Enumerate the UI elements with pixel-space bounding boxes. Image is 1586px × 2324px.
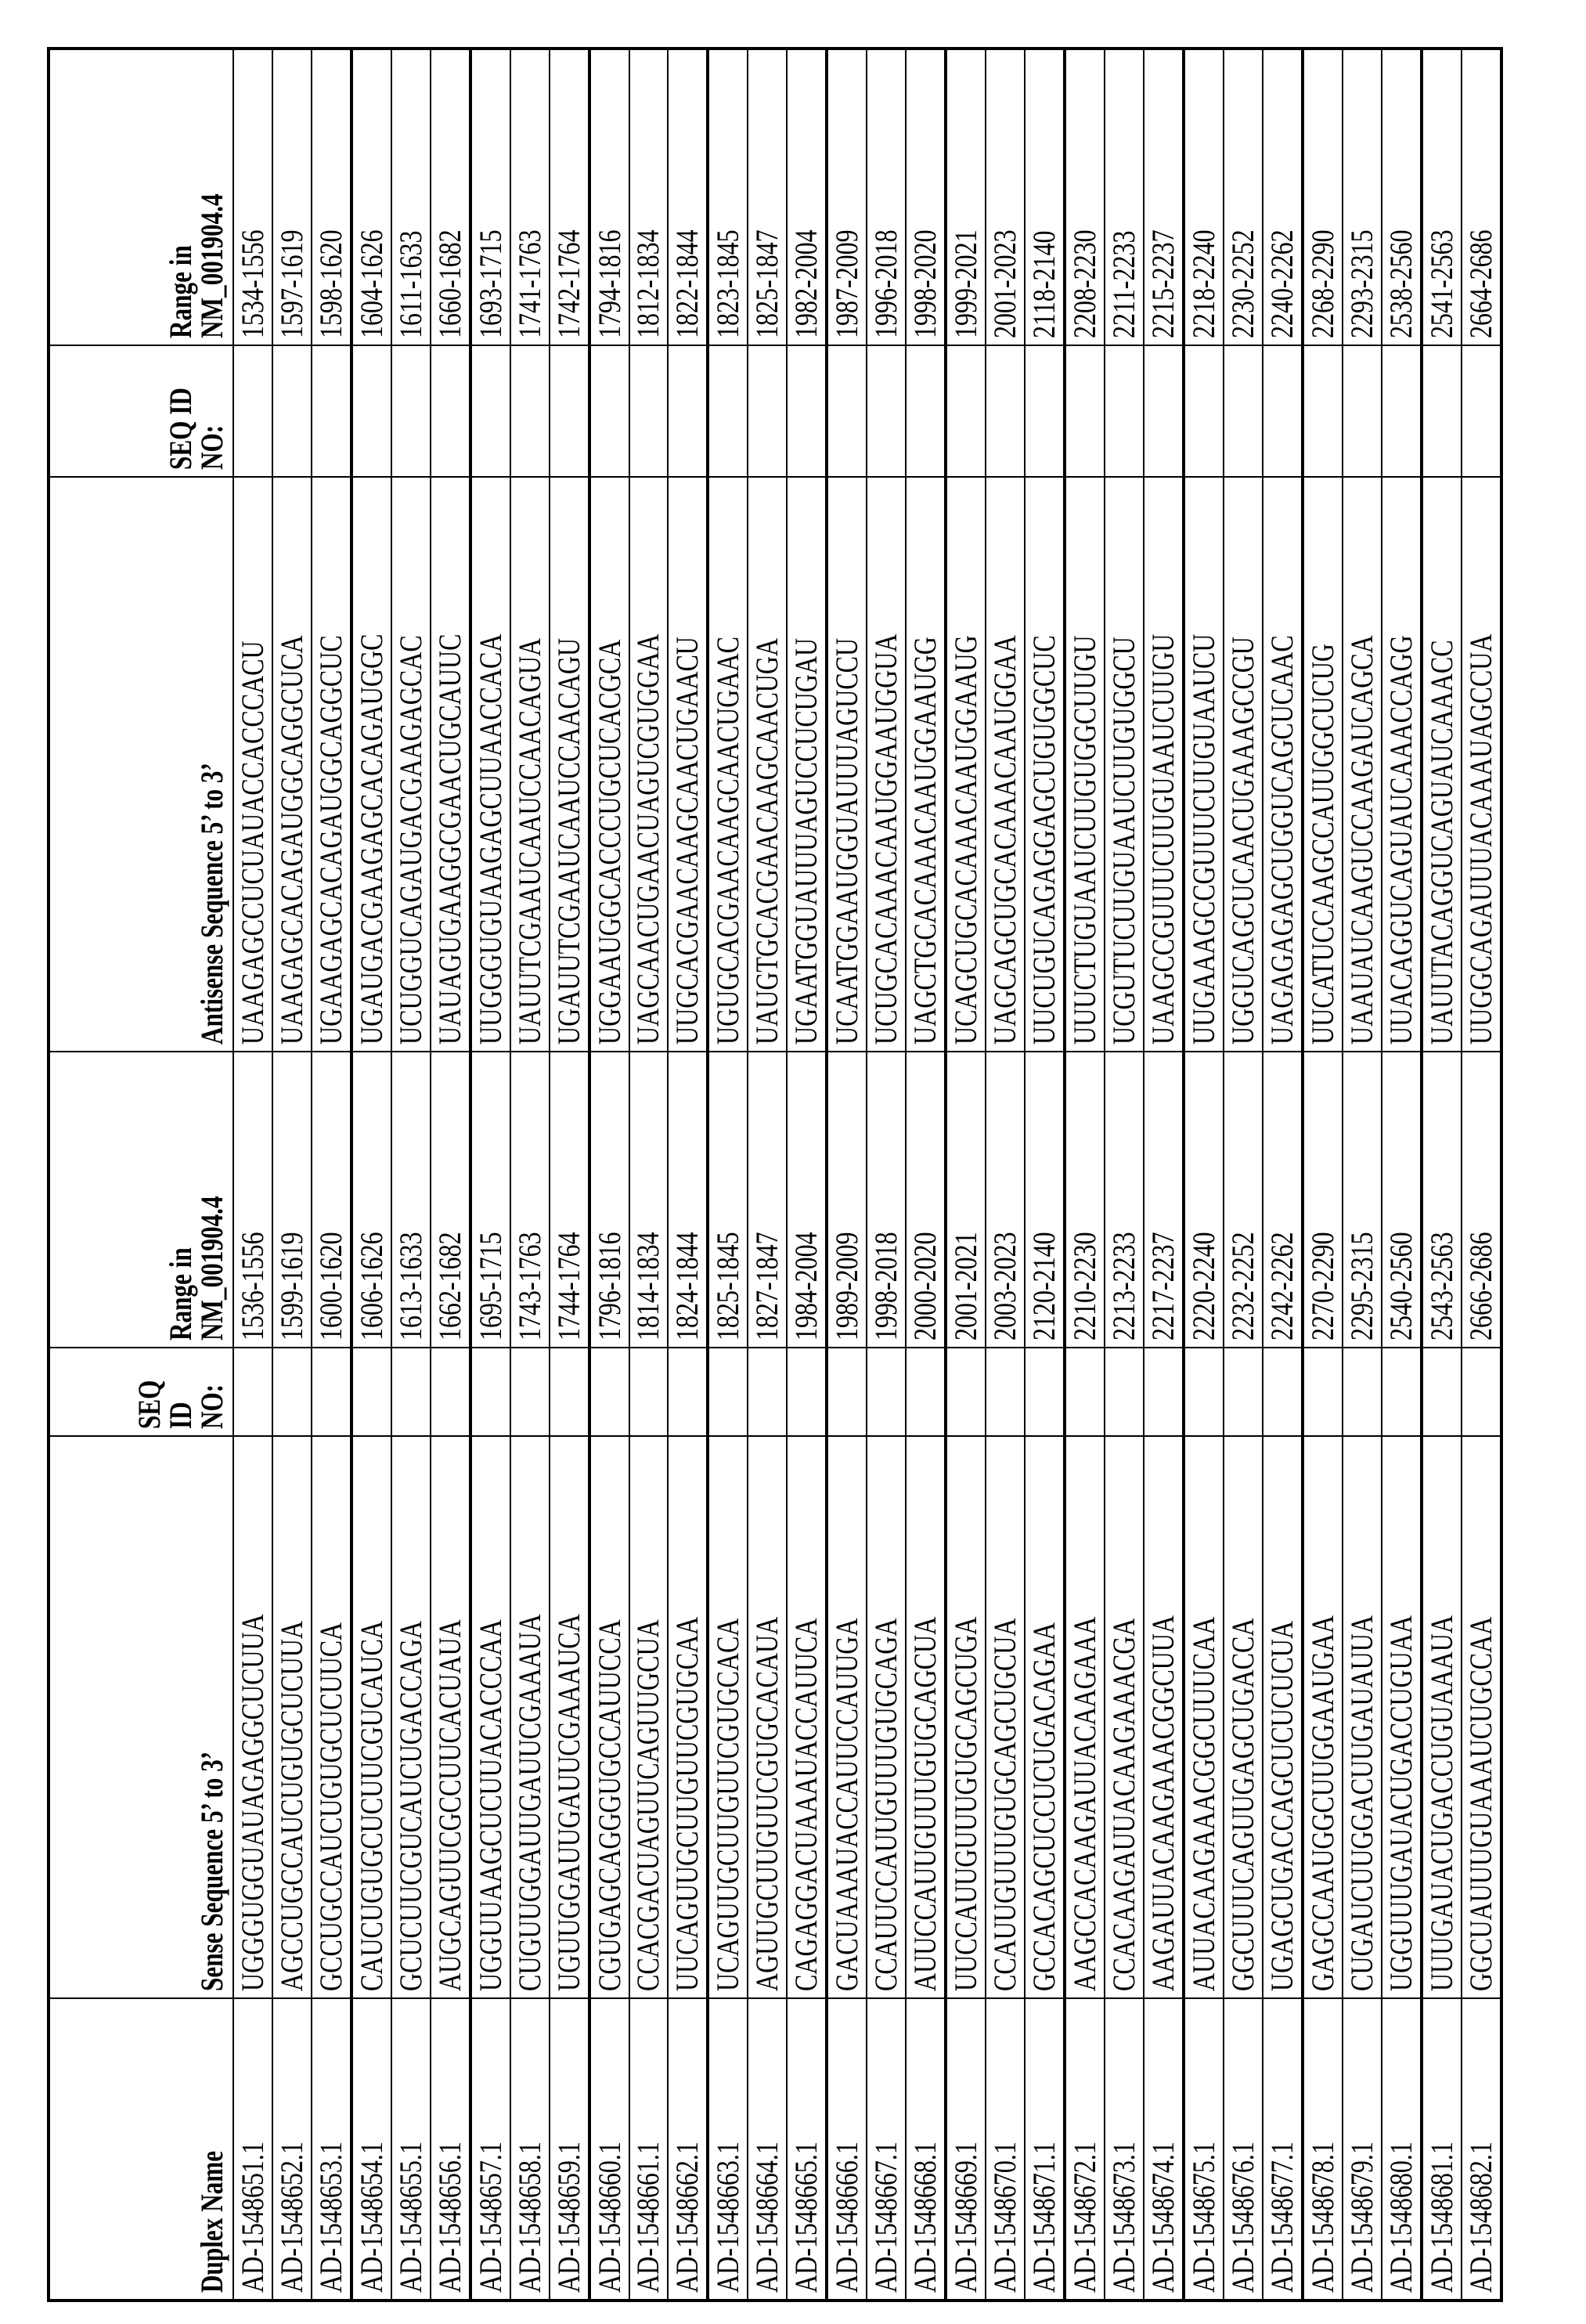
table-row: [351, 49, 391, 2301]
antisense-seq-id-cell: [629, 345, 669, 477]
antisense-range-cell: 1604-1626: [351, 49, 391, 345]
table-row: [668, 49, 708, 2301]
sense-sequence-cell: AUUACAAGAAACGGCUUUCAA: [1184, 1436, 1224, 1998]
antisense-range-cell: 2293-2315: [1343, 49, 1382, 345]
antisense-sequence-cell: UUGGCAGAUUUACAAAUAGCCUA: [1462, 477, 1501, 1052]
sense-range-cell: 2220-2240: [1184, 1052, 1224, 1348]
antisense-range-cell: 2118-2140: [1025, 49, 1065, 345]
sense-range-cell: 1536-1556: [233, 1052, 272, 1348]
duplex-name-cell: AD-1548680.1: [1382, 1998, 1422, 2301]
sense-sequence-cell: AGUUGCUUGUUCGUGCACAUA: [748, 1436, 787, 1998]
header-antisense-seq-id: SEQ ID NO:: [49, 345, 233, 477]
sense-sequence-cell: CGUGAGCAGGGUGCCAUUCCA: [589, 1436, 629, 1998]
antisense-seq-id-cell: [1025, 345, 1065, 477]
sense-sequence-cell: GAGCCAAUGGCUUGGAAUGAA: [1303, 1436, 1343, 1998]
antisense-range-cell: 2218-2240: [1184, 49, 1224, 345]
sense-seq-id-cell: [510, 1348, 550, 1436]
antisense-range-cell: 2538-2560: [1382, 49, 1422, 345]
antisense-sequence-cell: UUUCTUGUAAUCUUGUGGCUUGU: [1065, 477, 1105, 1052]
sense-range-cell: 2543-2563: [1422, 1052, 1462, 1348]
duplex-name-cell: AD-1548653.1: [312, 1998, 351, 2301]
antisense-range-cell: 2541-2563: [1422, 49, 1462, 345]
antisense-seq-id-cell: [351, 345, 391, 477]
sense-range-cell: 1825-1845: [708, 1052, 748, 1348]
sense-sequence-cell: UUCCAUUGUUUGUGCAGCUGA: [946, 1436, 986, 1998]
header-sense-seq-id: SEQ ID NO:: [49, 1348, 233, 1436]
sense-seq-id-cell: [986, 1348, 1025, 1436]
antisense-seq-id-cell: [391, 345, 431, 477]
antisense-range-cell: 1998-2020: [906, 49, 946, 345]
sense-range-cell: 1796-1816: [589, 1052, 629, 1348]
table-row: [629, 49, 669, 2301]
table-row: [1025, 49, 1065, 2301]
antisense-range-cell: 2240-2262: [1263, 49, 1303, 345]
table-row: [1065, 49, 1105, 2301]
antisense-range-cell: 2268-2290: [1303, 49, 1343, 345]
antisense-seq-id-cell: [708, 345, 748, 477]
sense-range-cell: 1827-1847: [748, 1052, 787, 1348]
table-row: [1184, 49, 1224, 2301]
sense-seq-id-cell: [312, 1348, 351, 1436]
antisense-seq-id-cell: [1263, 345, 1303, 477]
antisense-range-cell: 2208-2230: [1065, 49, 1105, 345]
antisense-sequence-cell: UAAGAGCCUCUAUACCACCCACU: [233, 477, 272, 1052]
sense-range-cell: 2000-2020: [906, 1052, 946, 1348]
sense-range-cell: 2120-2140: [1025, 1052, 1065, 1348]
antisense-seq-id-cell: [550, 345, 589, 477]
antisense-range-cell: 1823-1845: [708, 49, 748, 345]
duplex-name-cell: AD-1548667.1: [867, 1998, 906, 2301]
sense-range-cell: 2540-2560: [1382, 1052, 1422, 1348]
duplex-name-cell: AD-1548669.1: [946, 1998, 986, 2301]
sense-range-cell: 1606-1626: [351, 1052, 391, 1348]
antisense-seq-id-cell: [906, 345, 946, 477]
sense-sequence-cell: UGGUUAAGCUCUUACACCCAA: [470, 1436, 510, 1998]
table-row: [470, 49, 510, 2301]
sense-seq-id-cell: [1422, 1348, 1462, 1436]
sense-seq-id-cell: [946, 1348, 986, 1436]
sense-sequence-cell: UGUUGGAUUGAUUCGAAAUCA: [550, 1436, 589, 1998]
antisense-sequence-cell: UAAUAUCAAGUCCAAGAUCAGCA: [1343, 477, 1382, 1052]
sense-seq-id-cell: [906, 1348, 946, 1436]
sense-range-cell: 2217-2237: [1144, 1052, 1184, 1348]
antisense-sequence-cell: UAUGTGCACGAACAAGCAACUGA: [748, 477, 787, 1052]
antisense-seq-id-cell: [589, 345, 629, 477]
sense-sequence-cell: GCUCUUCGUCAUCUGACCAGA: [391, 1436, 431, 1998]
sense-seq-id-cell: [708, 1348, 748, 1436]
duplex-name-cell: AD-1548671.1: [1025, 1998, 1065, 2301]
sense-range-cell: 2666-2686: [1462, 1052, 1501, 1348]
antisense-seq-id-cell: [1144, 345, 1184, 477]
antisense-seq-id-cell: [1224, 345, 1263, 477]
sense-sequence-cell: CAGAGGACUAAAUACCAUUCA: [787, 1436, 827, 1998]
sense-seq-id-cell: [1184, 1348, 1224, 1436]
header-antisense-range: Range in NM_001904.4: [49, 49, 233, 345]
sense-sequence-cell: CCAUUGUUUGUGCAGCUGCUA: [986, 1436, 1025, 1998]
antisense-range-cell: 2211-2233: [1105, 49, 1144, 345]
antisense-range-cell: 2215-2237: [1144, 49, 1184, 345]
sense-sequence-cell: UGAGCUGACCAGCUCUCUCUA: [1263, 1436, 1303, 1998]
sense-seq-id-cell: [1065, 1348, 1105, 1436]
sense-seq-id-cell: [1144, 1348, 1184, 1436]
sense-seq-id-cell: [827, 1348, 867, 1436]
sense-range-cell: 1998-2018: [867, 1052, 906, 1348]
sense-seq-id-cell: [351, 1348, 391, 1436]
antisense-sequence-cell: UAUUTACAGGUCAGUAUCAAACC: [1422, 477, 1462, 1052]
sense-seq-id-cell: [391, 1348, 431, 1436]
table-row: [1263, 49, 1303, 2301]
antisense-seq-id-cell: [1462, 345, 1501, 477]
antisense-range-cell: 1822-1844: [668, 49, 708, 345]
sense-sequence-cell: CCACAAGAUUACAAGAAACGA: [1105, 1436, 1144, 1998]
table-row: [787, 49, 827, 2301]
table-row: [906, 49, 946, 2301]
sense-seq-id-cell: [431, 1348, 470, 1436]
table-row: [312, 49, 351, 2301]
duplex-name-cell: AD-1548663.1: [708, 1998, 748, 2301]
table-row: [1343, 49, 1382, 2301]
sense-sequence-cell: AGCCUGCCAUCUGUGCUCUUA: [272, 1436, 312, 1998]
antisense-sequence-cell: UAGAGAGAGCUGGUCAGCUCAAC: [1263, 477, 1303, 1052]
antisense-seq-id-cell: [1422, 345, 1462, 477]
antisense-sequence-cell: UAUAGUGAAGGCGAACUGCAUUC: [431, 477, 470, 1052]
sense-seq-id-cell: [589, 1348, 629, 1436]
sense-range-cell: 2003-2023: [986, 1052, 1025, 1348]
antisense-sequence-cell: UGAAGAGCACAGAUGGCAGGCUC: [312, 477, 351, 1052]
table-row: [827, 49, 867, 2301]
sense-seq-id-cell: [867, 1348, 906, 1436]
antisense-seq-id-cell: [1343, 345, 1382, 477]
duplex-name-cell: AD-1548679.1: [1343, 1998, 1382, 2301]
table-row: [946, 49, 986, 2301]
antisense-range-cell: 1794-1816: [589, 49, 629, 345]
duplex-name-cell: AD-1548670.1: [986, 1998, 1025, 2301]
table-row: [1462, 49, 1501, 2301]
sense-seq-id-cell: [1224, 1348, 1263, 1436]
antisense-range-cell: 1982-2004: [787, 49, 827, 345]
antisense-range-cell: 1534-1556: [233, 49, 272, 345]
sense-range-cell: 1662-1682: [431, 1052, 470, 1348]
table-row: [272, 49, 312, 2301]
antisense-seq-id-cell: [748, 345, 787, 477]
table-row: [867, 49, 906, 2301]
sense-sequence-cell: AAGCCACAAGAUUACAAGAAA: [1065, 1436, 1105, 1998]
duplex-name-cell: AD-1548655.1: [391, 1998, 431, 2301]
antisense-seq-id-cell: [1184, 345, 1224, 477]
antisense-sequence-cell: UGAUUTCGAAUCAAUCCAACAGU: [550, 477, 589, 1052]
antisense-sequence-cell: UCUGGUCAGAUGACGAAGAGCAC: [391, 477, 431, 1052]
sense-sequence-cell: CAUCUGUGCUCUUCGUCAUCA: [351, 1436, 391, 1998]
sense-sequence-cell: GCCUGCCAUCUGUGCUCUUCA: [312, 1436, 351, 1998]
antisense-seq-id-cell: [1105, 345, 1144, 477]
sense-sequence-cell: GGCUUUCAGUUGAGCUGACCA: [1224, 1436, 1263, 1998]
sense-range-cell: 1600-1620: [312, 1052, 351, 1348]
table-row: [1224, 49, 1263, 2301]
antisense-seq-id-cell: [946, 345, 986, 477]
table-row: [1303, 49, 1343, 2301]
antisense-sequence-cell: UAGCAGCUGCACAAACAAUGGAA: [986, 477, 1025, 1052]
antisense-sequence-cell: UCUGCACAAACAAUGGAAUGGUA: [867, 477, 906, 1052]
antisense-range-cell: 1987-2009: [827, 49, 867, 345]
antisense-sequence-cell: UCAATGGAAUGGUAUUUAGUCCU: [827, 477, 867, 1052]
sense-seq-id-cell: [233, 1348, 272, 1436]
table-row: [1144, 49, 1184, 2301]
antisense-seq-id-cell: [1065, 345, 1105, 477]
duplex-name-cell: AD-1548668.1: [906, 1998, 946, 2301]
sense-sequence-cell: UGGGUGGUAUAGAGGCUCUUA: [233, 1436, 272, 1998]
sense-sequence-cell: UGGUUUGAUACUGACCUGUAA: [1382, 1436, 1422, 1998]
sense-range-cell: 1824-1844: [668, 1052, 708, 1348]
antisense-seq-id-cell: [312, 345, 351, 477]
antisense-sequence-cell: UUGCACGAACAAGCAACUGAACU: [668, 477, 708, 1052]
sense-seq-id-cell: [668, 1348, 708, 1436]
duplex-name-cell: AD-1548661.1: [629, 1998, 669, 2301]
table-row: [748, 49, 787, 2301]
table-row: [431, 49, 470, 2301]
header-antisense-sequence: Antisense Sequence 5’ to 3’: [49, 477, 233, 1052]
antisense-seq-id-cell: [272, 345, 312, 477]
duplex-name-cell: AD-1548654.1: [351, 1998, 391, 2301]
sense-sequence-cell: AUUCCAUUGUUUGUGCAGCUA: [906, 1436, 946, 1998]
antisense-seq-id-cell: [1303, 345, 1343, 477]
antisense-range-cell: 1812-1834: [629, 49, 669, 345]
antisense-sequence-cell: UGGUCAGCUCAACUGAAAGCCGU: [1224, 477, 1263, 1052]
antisense-sequence-cell: UGGAAUGGCACCCUGCUCACGCA: [589, 477, 629, 1052]
duplex-name-cell: AD-1548681.1: [1422, 1998, 1462, 2301]
antisense-sequence-cell: UUCUGUCAGAGGAGCUGUGGCUC: [1025, 477, 1065, 1052]
duplex-name-cell: AD-1548660.1: [589, 1998, 629, 2301]
sense-seq-id-cell: [1303, 1348, 1343, 1436]
duplex-name-cell: AD-1548662.1: [668, 1998, 708, 2301]
sense-range-cell: 2270-2290: [1303, 1052, 1343, 1348]
sense-seq-id-cell: [787, 1348, 827, 1436]
duplex-name-cell: AD-1548676.1: [1224, 1998, 1263, 2301]
antisense-range-cell: 1598-1620: [312, 49, 351, 345]
antisense-sequence-cell: UAGCAACUGAACUAGUCGUGGAA: [629, 477, 669, 1052]
duplex-name-cell: AD-1548658.1: [510, 1998, 550, 2301]
table-row: [1382, 49, 1422, 2301]
duplex-name-cell: AD-1548656.1: [431, 1998, 470, 2301]
antisense-range-cell: 2230-2252: [1224, 49, 1263, 345]
antisense-sequence-cell: UGAUGACGAAGAGCACAGAUGGC: [351, 477, 391, 1052]
sense-sequence-cell: GGCUAUUUGUAAAUCUGCCAA: [1462, 1436, 1501, 1998]
duplex-name-cell: AD-1548673.1: [1105, 1998, 1144, 2301]
antisense-sequence-cell: UAAGAGCACAGAUGGCAGGCUCA: [272, 477, 312, 1052]
sirna-duplex-table: [47, 47, 1503, 2302]
rotated-table-page: [47, 47, 1503, 2302]
duplex-name-cell: AD-1548659.1: [550, 1998, 589, 2301]
sense-range-cell: 2232-2252: [1224, 1052, 1263, 1348]
table-row: [1105, 49, 1144, 2301]
antisense-seq-id-cell: [233, 345, 272, 477]
sense-range-cell: 1984-2004: [787, 1052, 827, 1348]
table-row: [233, 49, 272, 2301]
antisense-range-cell: 2001-2023: [986, 49, 1025, 345]
table-row: [986, 49, 1025, 2301]
sense-sequence-cell: AUGCAGUUCGCCUUCACUAUA: [431, 1436, 470, 1998]
sense-sequence-cell: CUGAUCUUGGACUUGAUAUUA: [1343, 1436, 1382, 1998]
sense-seq-id-cell: [1105, 1348, 1144, 1436]
duplex-name-cell: AD-1548677.1: [1263, 1998, 1303, 2301]
duplex-name-cell: AD-1548678.1: [1303, 1998, 1343, 2301]
antisense-range-cell: 1693-1715: [470, 49, 510, 345]
table-row: [589, 49, 629, 2301]
table-row: [391, 49, 431, 2301]
sense-sequence-cell: UUUGAUACUGACCUGUAAAUA: [1422, 1436, 1462, 1998]
header-sense-sequence: Sense Sequence 5’ to 3’: [49, 1436, 233, 1998]
antisense-sequence-cell: UCAGCUGCACAAACAAUGGAAUG: [946, 477, 986, 1052]
sense-sequence-cell: GACUAAAUACCAUUCCAUUGA: [827, 1436, 867, 1998]
sense-sequence-cell: CCACGACUAGUUCAGUUGCUA: [629, 1436, 669, 1998]
header-sense-range: Range in NM_001904.4: [49, 1052, 233, 1348]
duplex-name-cell: AD-1548652.1: [272, 1998, 312, 2301]
duplex-name-cell: AD-1548665.1: [787, 1998, 827, 2301]
header-duplex-name: Duplex Name: [49, 1998, 233, 2301]
sense-seq-id-cell: [748, 1348, 787, 1436]
sense-range-cell: 1599-1619: [272, 1052, 312, 1348]
table-row: [510, 49, 550, 2301]
antisense-seq-id-cell: [1382, 345, 1422, 477]
table-row: [550, 49, 589, 2301]
duplex-name-cell: AD-1548682.1: [1462, 1998, 1501, 2301]
duplex-name-cell: AD-1548675.1: [1184, 1998, 1224, 2301]
sense-range-cell: 1814-1834: [629, 1052, 669, 1348]
antisense-sequence-cell: UAAGCCGUUUCUUGUAAUCUUGU: [1144, 477, 1184, 1052]
table-body: [233, 49, 1501, 2301]
duplex-name-cell: AD-1548672.1: [1065, 1998, 1105, 2301]
sense-seq-id-cell: [272, 1348, 312, 1436]
duplex-name-cell: AD-1548666.1: [827, 1998, 867, 2301]
antisense-range-cell: 2664-2686: [1462, 49, 1501, 345]
antisense-range-cell: 1742-1764: [550, 49, 589, 345]
antisense-range-cell: 1597-1619: [272, 49, 312, 345]
antisense-seq-id-cell: [470, 345, 510, 477]
table-row: [1422, 49, 1462, 2301]
antisense-seq-id-cell: [431, 345, 470, 477]
antisense-sequence-cell: UCGUTUCUUGUAAUCUUGUGGCU: [1105, 477, 1144, 1052]
antisense-seq-id-cell: [510, 345, 550, 477]
antisense-range-cell: 1660-1682: [431, 49, 470, 345]
sense-sequence-cell: GCCACAGCUCCUCUGACAGAA: [1025, 1436, 1065, 1998]
sense-seq-id-cell: [629, 1348, 669, 1436]
antisense-seq-id-cell: [827, 345, 867, 477]
antisense-sequence-cell: UGUGCACGAACAAGCAACUGAAC: [708, 477, 748, 1052]
sense-range-cell: 1695-1715: [470, 1052, 510, 1348]
antisense-sequence-cell: UUACAGGUCAGUAUCAAACCAGG: [1382, 477, 1422, 1052]
sense-sequence-cell: AAGAUUACAAGAAACGGCUUA: [1144, 1436, 1184, 1998]
duplex-name-cell: AD-1548674.1: [1144, 1998, 1184, 2301]
antisense-seq-id-cell: [867, 345, 906, 477]
sense-range-cell: 1744-1764: [550, 1052, 589, 1348]
antisense-seq-id-cell: [787, 345, 827, 477]
antisense-range-cell: 1996-2018: [867, 49, 906, 345]
sense-sequence-cell: UCAGUUGCUUGUUCGUGCACA: [708, 1436, 748, 1998]
antisense-sequence-cell: UUGAAAGCCGUUUCUUGUAAUCU: [1184, 477, 1224, 1052]
sense-seq-id-cell: [470, 1348, 510, 1436]
antisense-sequence-cell: UGAATGGUAUUUAGUCCUCUGAU: [787, 477, 827, 1052]
antisense-range-cell: 1825-1847: [748, 49, 787, 345]
table-row: [708, 49, 748, 2301]
sense-sequence-cell: CCAUUCCAUUGUUUGUGCAGA: [867, 1436, 906, 1998]
sense-range-cell: 1613-1633: [391, 1052, 431, 1348]
sense-seq-id-cell: [550, 1348, 589, 1436]
antisense-sequence-cell: UUGGGUGUAAGAGCUUAACCACA: [470, 477, 510, 1052]
sense-seq-id-cell: [1462, 1348, 1501, 1436]
sense-seq-id-cell: [1343, 1348, 1382, 1436]
sense-range-cell: 2210-2230: [1065, 1052, 1105, 1348]
sense-seq-id-cell: [1025, 1348, 1065, 1436]
sense-range-cell: 2001-2021: [946, 1052, 986, 1348]
duplex-name-cell: AD-1548651.1: [233, 1998, 272, 2301]
antisense-range-cell: 1999-2021: [946, 49, 986, 345]
sense-seq-id-cell: [1263, 1348, 1303, 1436]
antisense-sequence-cell: UAUUTCGAAUCAAUCCAACAGUA: [510, 477, 550, 1052]
antisense-sequence-cell: UUCATUCCAAGCCAUUGGCUCUG: [1303, 477, 1343, 1052]
sense-range-cell: 1989-2009: [827, 1052, 867, 1348]
antisense-seq-id-cell: [986, 345, 1025, 477]
header-row: [49, 49, 233, 2301]
sense-sequence-cell: CUGUUGGAUUGAUUCGAAAUA: [510, 1436, 550, 1998]
sense-range-cell: 1743-1763: [510, 1052, 550, 1348]
sense-sequence-cell: UUCAGUUGCUUGUUCGUGCAA: [668, 1436, 708, 1998]
sense-range-cell: 2213-2233: [1105, 1052, 1144, 1348]
duplex-name-cell: AD-1548664.1: [748, 1998, 787, 2301]
sense-range-cell: 2242-2262: [1263, 1052, 1303, 1348]
duplex-name-cell: AD-1548657.1: [470, 1998, 510, 2301]
antisense-seq-id-cell: [668, 345, 708, 477]
antisense-sequence-cell: UAGCTGCACAAACAAUGGAAUGG: [906, 477, 946, 1052]
sense-range-cell: 2295-2315: [1343, 1052, 1382, 1348]
antisense-range-cell: 1611-1633: [391, 49, 431, 345]
sense-seq-id-cell: [1382, 1348, 1422, 1436]
antisense-range-cell: 1741-1763: [510, 49, 550, 345]
